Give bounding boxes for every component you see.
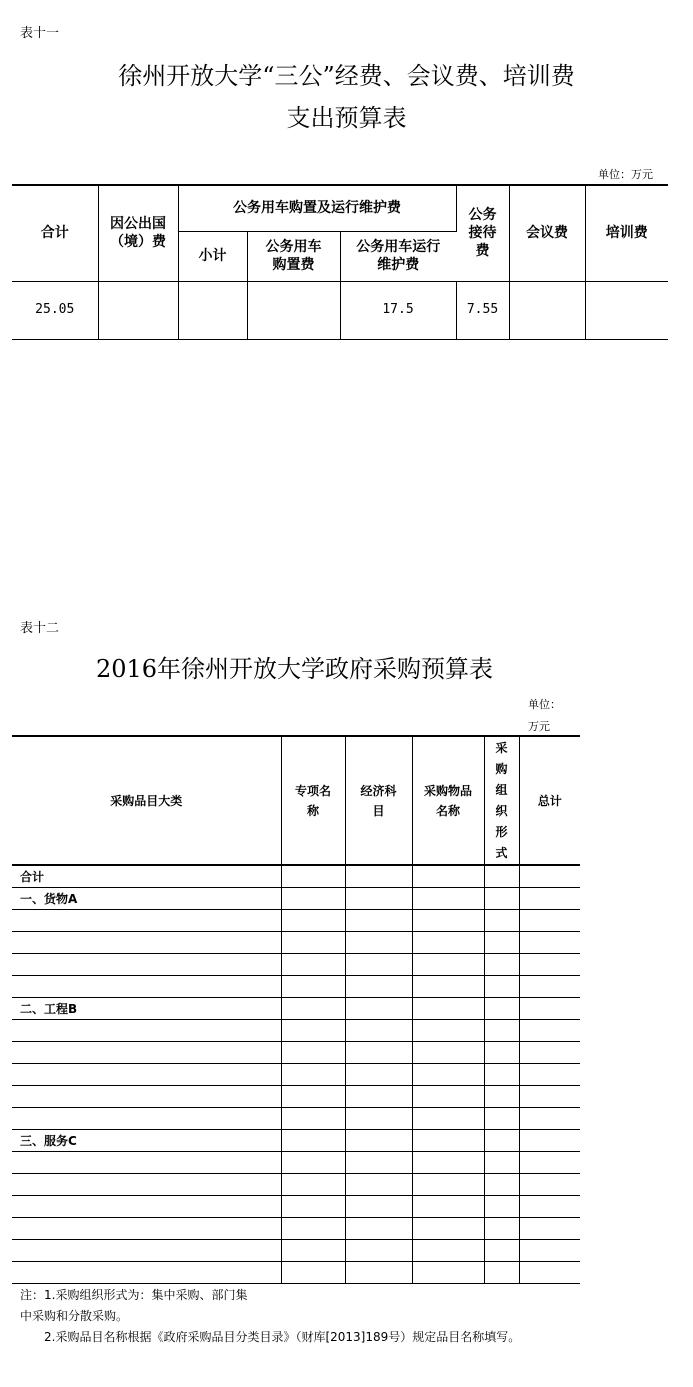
table11-title-line2: 支出预算表 bbox=[286, 104, 407, 132]
table-row bbox=[12, 1218, 580, 1240]
table-row bbox=[12, 932, 580, 954]
table-row bbox=[12, 910, 580, 932]
table-row bbox=[12, 1042, 580, 1064]
header-reception: 公务接待费 bbox=[456, 185, 509, 281]
table-row bbox=[12, 1064, 580, 1086]
header-vehicle: 公务用车购置及运行维护费 bbox=[178, 185, 456, 231]
row-works-label: 二、工程B bbox=[12, 998, 281, 1020]
table-row bbox=[12, 1108, 580, 1130]
notes-line1: 注：1.采购组织形式为：集中采购、部门集 bbox=[20, 1288, 248, 1302]
table-row bbox=[12, 998, 580, 1020]
header-meeting: 会议费 bbox=[509, 185, 585, 281]
table-row bbox=[12, 888, 580, 910]
table12 bbox=[12, 735, 580, 1284]
table11-title-line1: 徐州开放大学“三公”经费、会议费、培训费 bbox=[118, 62, 575, 90]
table-row bbox=[12, 1130, 580, 1152]
table-row bbox=[12, 1152, 580, 1174]
notes-line2: 中采购和分散采购。 bbox=[20, 1309, 129, 1323]
cell-abroad bbox=[98, 281, 178, 339]
header-abroad: 因公出国（境）费 bbox=[98, 185, 178, 281]
table12-unit-line1: 单位： bbox=[528, 698, 561, 711]
header-item: 采购物品名称 bbox=[412, 736, 484, 865]
table11-label: 表十一 bbox=[20, 26, 60, 41]
header-form: 采购组织形式 bbox=[484, 736, 519, 865]
table12-unit-line2: 万元 bbox=[528, 720, 550, 733]
cell-total: 25.05 bbox=[12, 281, 98, 339]
cell-reception: 7.55 bbox=[456, 281, 509, 339]
header-econ: 经济科目 bbox=[345, 736, 412, 865]
table-row bbox=[12, 865, 580, 888]
table-row bbox=[12, 976, 580, 998]
table11-unit: 单位：万元 bbox=[598, 168, 653, 181]
row-total-label: 合计 bbox=[12, 865, 281, 888]
cell-training bbox=[585, 281, 668, 339]
table-row bbox=[12, 1262, 580, 1284]
table-row bbox=[12, 1174, 580, 1196]
cell-meeting bbox=[509, 281, 585, 339]
table-row bbox=[12, 954, 580, 976]
row-services-label: 三、服务C bbox=[12, 1130, 281, 1152]
header-purchase: 公务用车购置费 bbox=[247, 231, 340, 281]
header-training: 培训费 bbox=[585, 185, 668, 281]
table-row bbox=[12, 1196, 580, 1218]
cell-maintenance: 17.5 bbox=[340, 281, 456, 339]
header-total: 合计 bbox=[12, 185, 98, 281]
cell-purchase bbox=[247, 281, 340, 339]
table-row bbox=[12, 1020, 580, 1042]
header-grand-total: 总计 bbox=[519, 736, 580, 865]
cell-subtotal bbox=[178, 281, 247, 339]
table12-title: 2016年徐州开放大学政府采购预算表 bbox=[95, 655, 494, 683]
header-project: 专项名称 bbox=[281, 736, 345, 865]
row-goods-label: 一、货物A bbox=[12, 888, 281, 910]
header-subtotal: 小计 bbox=[178, 231, 247, 281]
notes-line3: 2.采购品目名称根据《政府采购品目分类目录》（财库[2013]189号）规定品目名称填写。 bbox=[44, 1330, 521, 1344]
table-row bbox=[12, 1086, 580, 1108]
table11 bbox=[12, 184, 668, 340]
table12-label: 表十二 bbox=[20, 621, 60, 636]
header-category: 采购品目大类 bbox=[12, 736, 281, 865]
table-row bbox=[12, 1240, 580, 1262]
header-maintenance: 公务用车运行维护费 bbox=[340, 231, 456, 281]
